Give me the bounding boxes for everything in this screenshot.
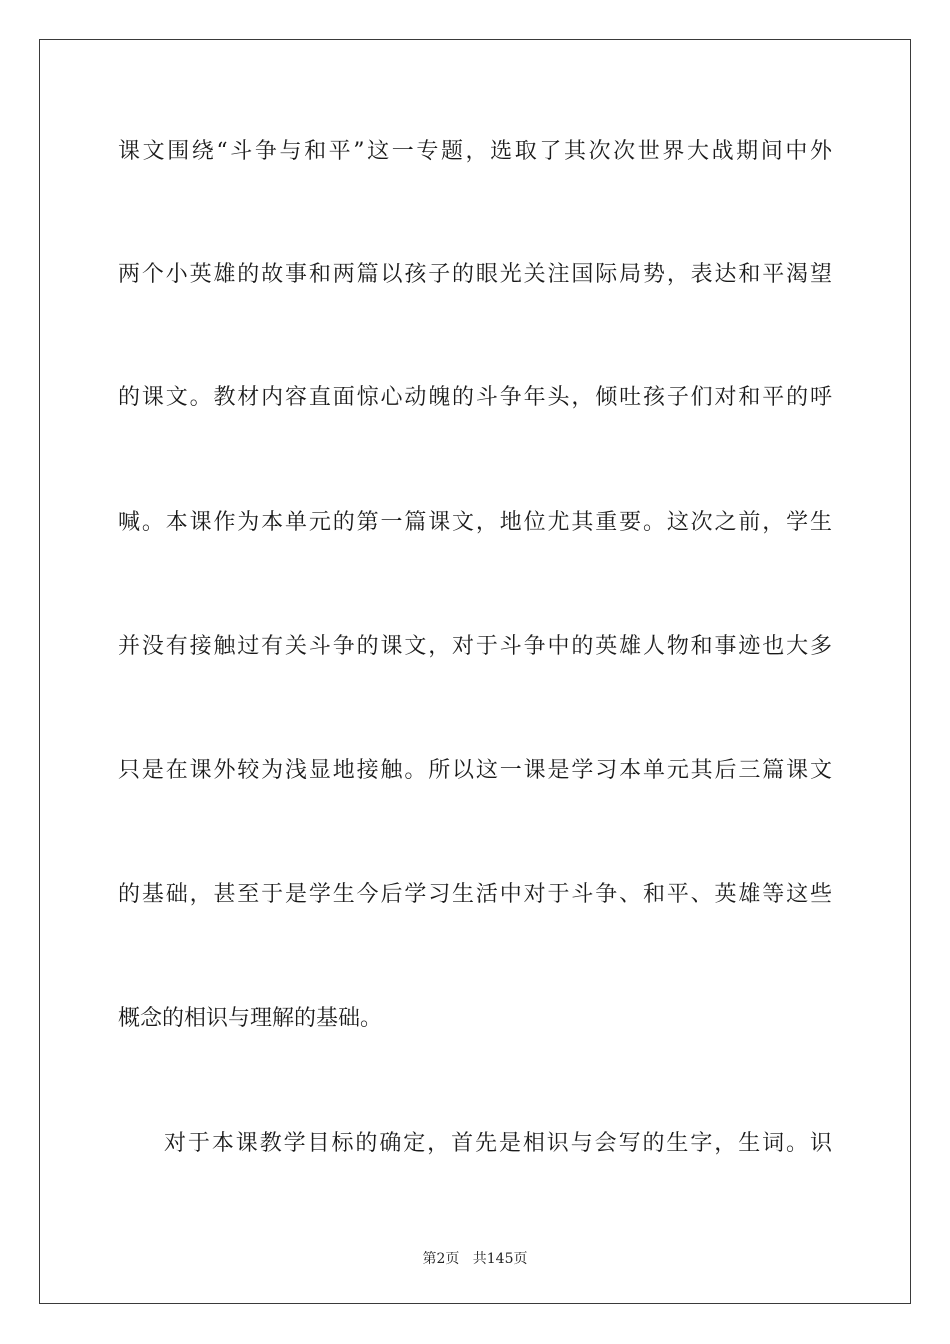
text-line: 对于本课教学目标的确定，首先是相识与会写的生字，生词。识 <box>164 1131 832 1156</box>
page-footer <box>0 1248 950 1268</box>
page-total: 共145页 <box>472 1251 528 1267</box>
text-line: 并没有接触过有关斗争的课文，对于斗争中的英雄人物和事迹也大多 <box>118 634 832 659</box>
page-number: 第2页 <box>422 1251 460 1267</box>
text-line: 喊。本课作为本单元的第一篇课文，地位尤其重要。这次之前，学生 <box>118 510 832 535</box>
text-line: 的课文。教材内容直面惊心动魄的斗争年头，倾吐孩子们对和平的呼 <box>118 385 832 410</box>
text-line: 的基础，甚至于是学生今后学习生活中对于斗争、和平、英雄等这些 <box>118 882 832 907</box>
text-line: 概念的相识与理解的基础。 <box>118 1006 383 1031</box>
page-border <box>39 39 911 1304</box>
text-line: 只是在课外较为浅显地接触。所以这一课是学习本单元其后三篇课文 <box>118 758 832 783</box>
text-line: 课文围绕“斗争与和平”这一专题，选取了其次次世界大战期间中外 <box>118 139 832 164</box>
text-line: 两个小英雄的故事和两篇以孩子的眼光关注国际局势，表达和平渴望 <box>118 262 832 287</box>
